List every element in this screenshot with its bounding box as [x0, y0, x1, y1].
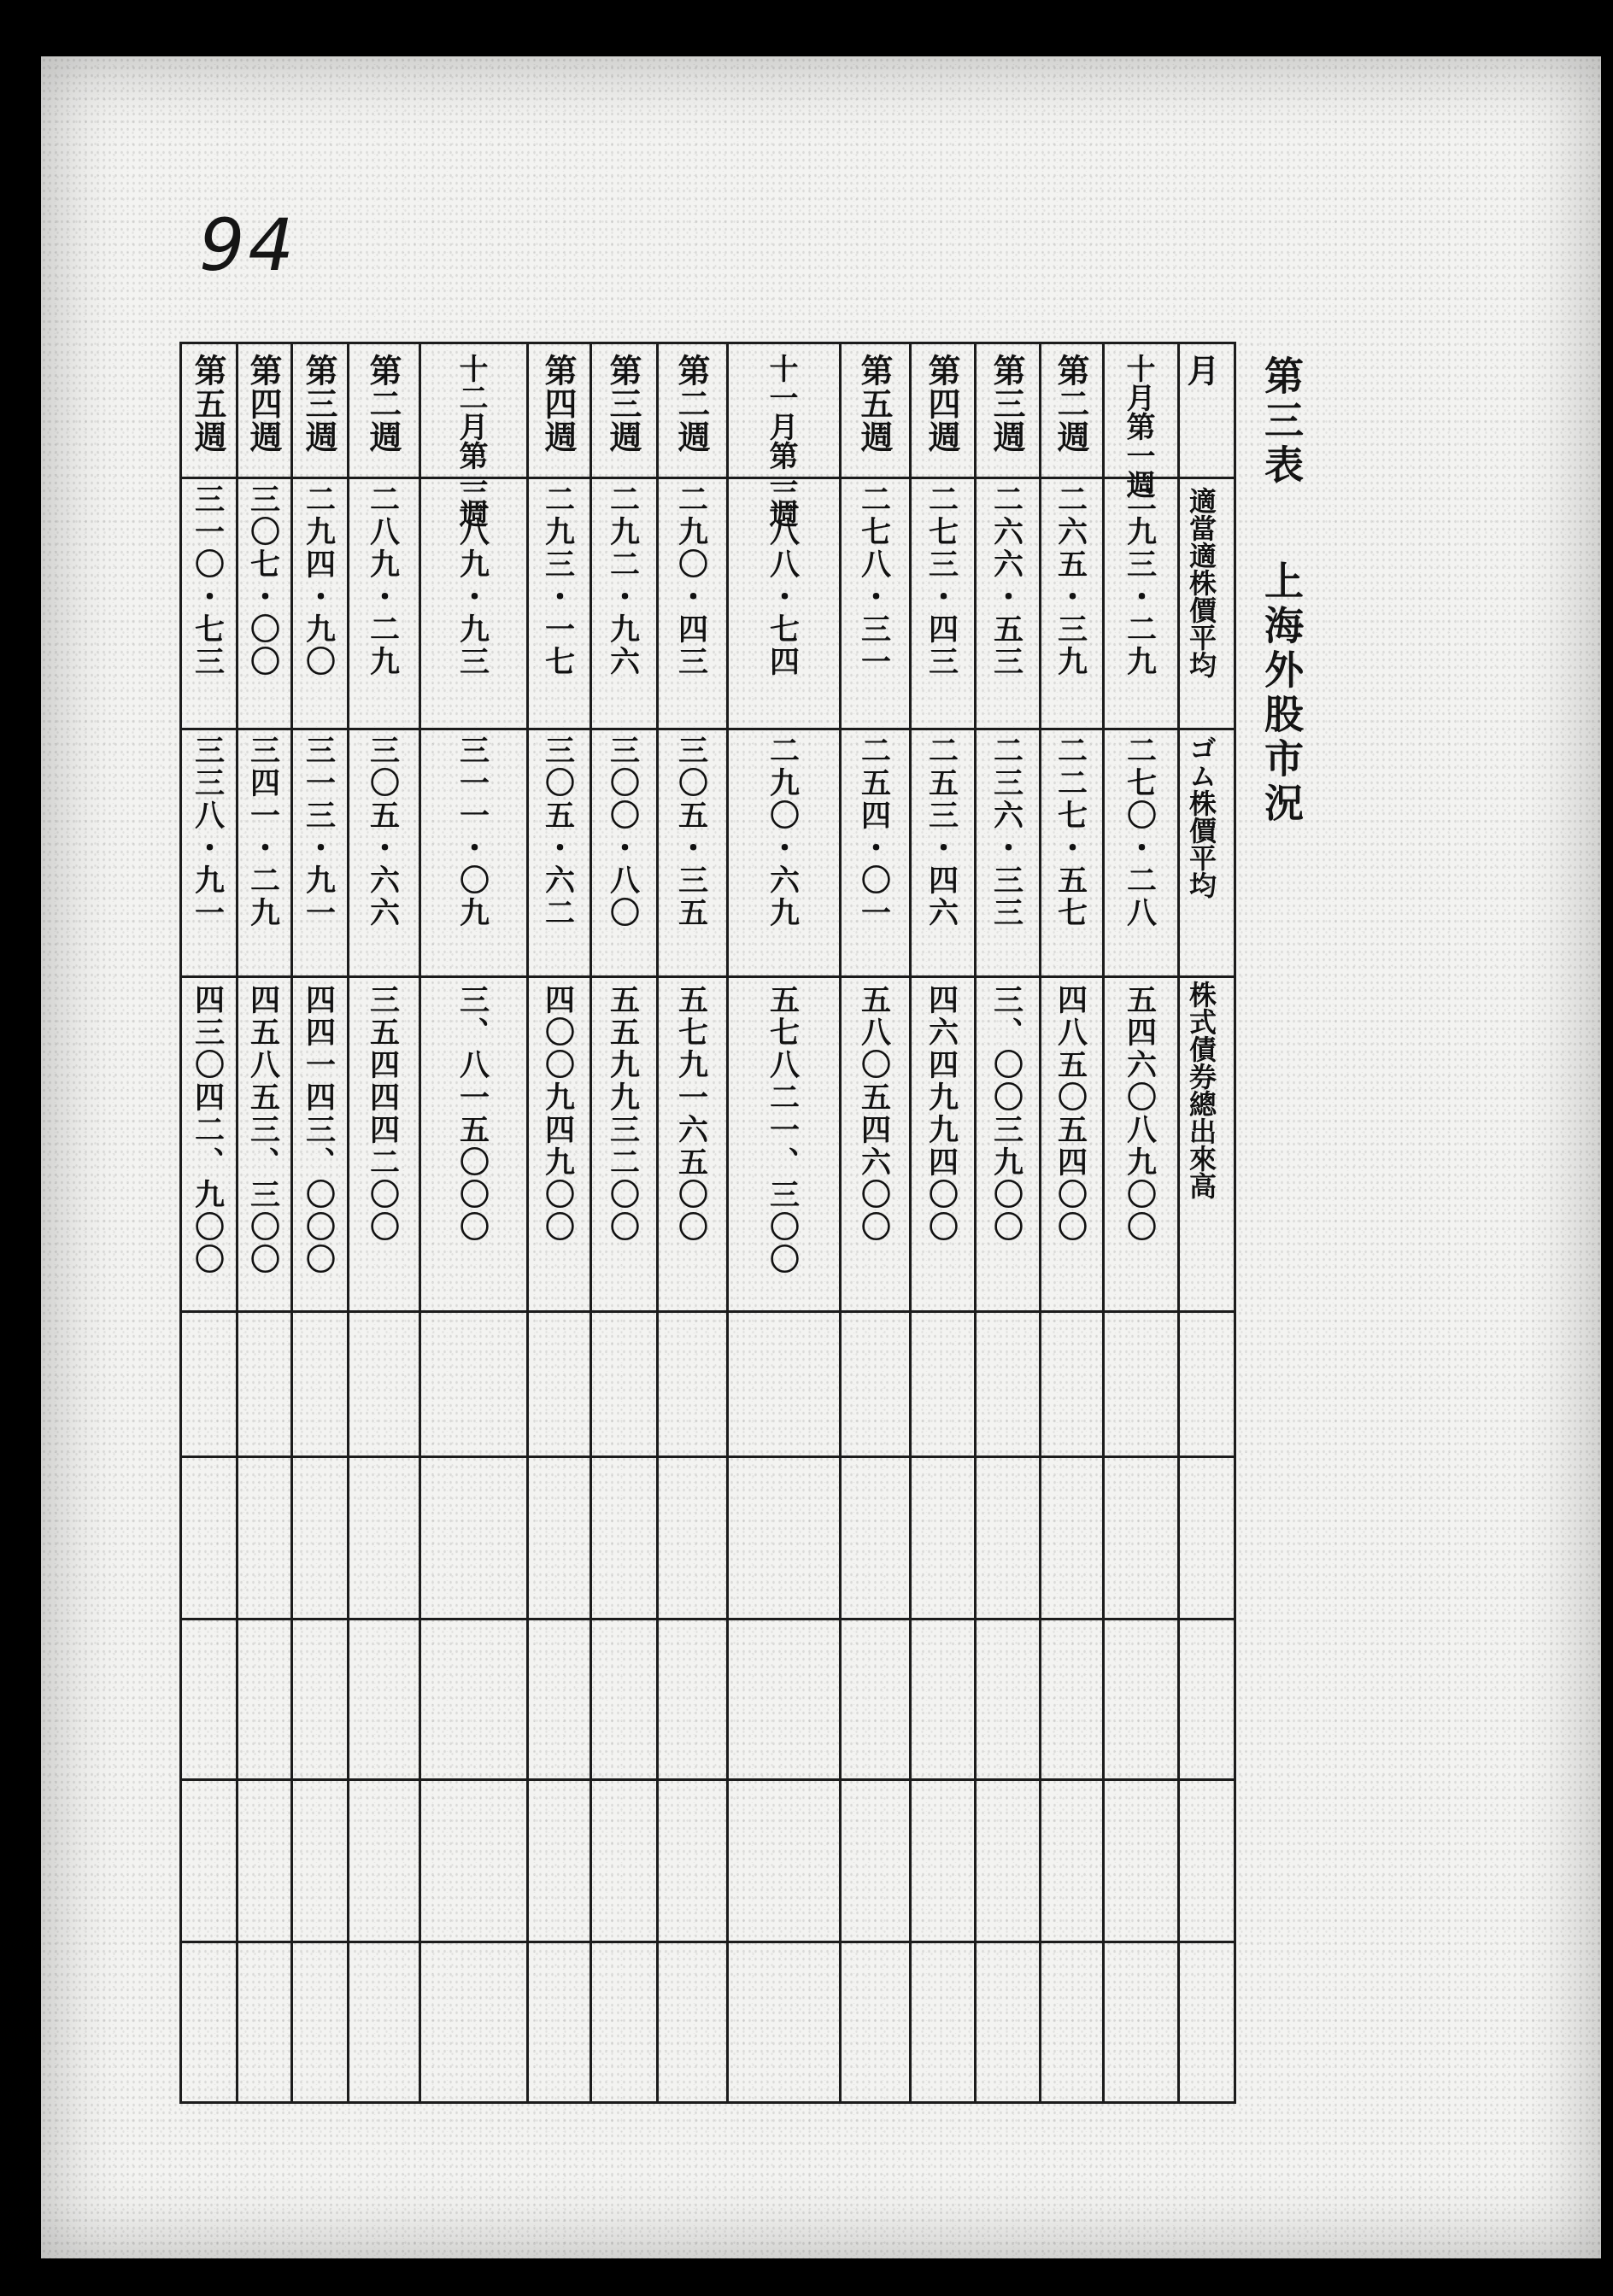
column-rule	[526, 342, 529, 2104]
cell-rubber: 二八九・二九	[365, 483, 401, 678]
cell-stock: 二九〇・六九	[765, 735, 801, 929]
column-rule	[290, 342, 293, 2104]
header-rule	[179, 477, 1235, 479]
column-rule	[589, 342, 592, 2104]
cell-bond: 五八〇五四六〇〇	[856, 984, 892, 1244]
cell-rubber: 二九三・一七	[540, 483, 576, 678]
table-title-prefix: 第三表	[1258, 355, 1305, 489]
blank-rule-4	[179, 1941, 1235, 1943]
column-rule	[726, 342, 729, 2104]
row-label: 第五週	[189, 354, 227, 454]
cell-stock: 三一一・〇九	[455, 735, 490, 929]
column-rule	[236, 342, 238, 2104]
cell-stock: 三〇五・六二	[540, 735, 576, 929]
cell-bond: 三、〇〇三九〇〇	[988, 984, 1024, 1244]
cell-rubber: 二九二・九六	[605, 483, 641, 678]
cell-bond: 五七八二一、三〇〇	[765, 984, 801, 1276]
cell-stock: 三〇〇・八〇	[605, 735, 641, 929]
market-table	[135, 282, 1235, 2164]
header-rubber: 適當適株價平均	[1185, 487, 1217, 678]
cell-bond: 五七九一六五〇〇	[673, 984, 709, 1244]
row-label: 第四週	[244, 354, 283, 454]
row-label: 第五週	[855, 354, 894, 454]
header-stock: ゴム株價平均	[1185, 735, 1217, 899]
cell-bond: 四三〇四二、九〇〇	[190, 984, 226, 1276]
row-label: 第二週	[672, 354, 711, 454]
column-rule	[974, 342, 977, 2104]
cell-rubber: 二六六・五三	[988, 483, 1024, 678]
row-label: 第三週	[300, 354, 338, 454]
cell-stock: 三一三・九一	[301, 735, 337, 929]
header-month: 月	[1182, 354, 1220, 387]
row-label: 第二週	[1052, 354, 1090, 454]
blank-rule-1	[179, 1456, 1235, 1458]
cell-stock: 二七〇・二八	[1122, 735, 1158, 929]
column-rule	[839, 342, 842, 2104]
row-label: 第四週	[539, 354, 578, 454]
cell-stock: 二五三・四六	[924, 735, 959, 929]
cell-rubber: 二八八・七四	[765, 483, 801, 678]
table-title	[1258, 355, 1305, 827]
column-rule	[909, 342, 912, 2104]
header-bond: 株式債券總出來高	[1185, 981, 1217, 1199]
column-rule	[1039, 342, 1041, 2104]
cell-stock: 三四一・二九	[245, 735, 281, 929]
cell-rubber: 二七八・三一	[856, 483, 892, 678]
cell-stock: 三〇五・三五	[673, 735, 709, 929]
table-top-rule	[179, 342, 1235, 344]
cell-bond: 五四六〇八九〇〇	[1122, 984, 1158, 1244]
column-rule	[347, 342, 349, 2104]
cell-rubber: 二九〇・四三	[673, 483, 709, 678]
cell-stock: 三三八・九一	[190, 735, 226, 929]
row-label: 第四週	[923, 354, 961, 454]
cell-bond: 五五九九三二〇〇	[605, 984, 641, 1244]
cell-rubber: 二九三・二九	[1122, 483, 1158, 678]
table-title-main: 上海外股市況	[1258, 560, 1305, 827]
cell-stock: 二二七・五七	[1053, 735, 1088, 929]
column-rule	[1177, 342, 1180, 2104]
row-label: 第二週	[364, 354, 402, 454]
row-label: 十一月第一週	[764, 354, 798, 528]
row-label: 第三週	[604, 354, 642, 454]
cell-bond: 四五八五三、三〇〇	[245, 984, 281, 1276]
blank-rule-3	[179, 1778, 1235, 1781]
table-bottom-rule	[179, 2101, 1235, 2104]
column-rule	[1234, 342, 1236, 2104]
column-rule	[419, 342, 421, 2104]
row-label: 十月第一週	[1121, 354, 1155, 499]
cell-bond: 四八五〇五四〇〇	[1053, 984, 1088, 1244]
page-number: 94	[199, 203, 297, 287]
cell-stock: 三〇五・六六	[365, 735, 401, 929]
cell-rubber: 三〇七・〇〇	[245, 483, 281, 678]
cell-stock: 二三六・三三	[988, 735, 1024, 929]
cell-bond: 四六四九九四〇〇	[924, 984, 959, 1244]
cell-bond: 三、八一五〇〇〇	[455, 984, 490, 1244]
stock-bond-rule	[179, 975, 1235, 978]
row-label: 第三週	[988, 354, 1026, 454]
data-bottom-rule	[179, 1310, 1235, 1313]
column-rule	[656, 342, 659, 2104]
cell-rubber: 三一〇・七三	[190, 483, 226, 678]
blank-rule-2	[179, 1618, 1235, 1620]
row-label: 十二月第一週	[454, 354, 488, 528]
cell-bond: 四〇〇九四九〇〇	[540, 984, 576, 1244]
cell-rubber: 二六五・三九	[1053, 483, 1088, 678]
cell-bond: 三五四四四二〇〇	[365, 984, 401, 1244]
cell-rubber: 二七三・四三	[924, 483, 959, 678]
column-rule	[1102, 342, 1105, 2104]
cell-stock: 二五四・〇一	[856, 735, 892, 929]
cell-bond: 四四一四三、〇〇〇	[301, 984, 337, 1276]
cell-rubber: 二九四・九〇	[301, 483, 337, 678]
cell-rubber: 二八九・九三	[455, 483, 490, 678]
column-rule	[179, 342, 182, 2104]
rubber-stock-rule	[179, 728, 1235, 730]
document-page	[41, 56, 1601, 2258]
